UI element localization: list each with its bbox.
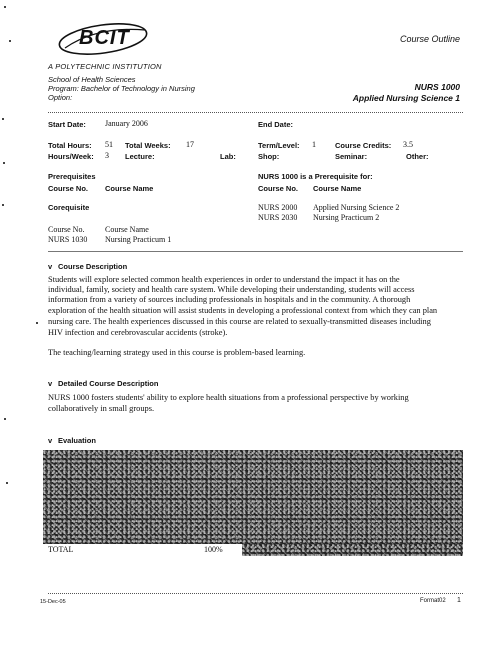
corequisite-heading: Corequisite xyxy=(48,203,90,212)
hours-week-value: 3 xyxy=(105,151,109,160)
total-weeks-value: 17 xyxy=(186,140,194,149)
credits-value: 3.5 xyxy=(403,140,413,149)
evaluation-total-value: 100% xyxy=(204,545,223,554)
evaluation-table-scan-noise-right xyxy=(242,544,463,556)
prereq-for-col-name: Course Name xyxy=(313,184,362,193)
course-description-heading: Course Description xyxy=(58,262,128,271)
scan-speck xyxy=(4,418,6,420)
course-title: Applied Nursing Science 1 xyxy=(352,93,460,103)
prerequisites-heading: Prerequisites xyxy=(48,172,96,181)
detailed-description-line-2: collaboratively in small groups. xyxy=(48,404,155,413)
coreq-row-1-no: NURS 1030 xyxy=(48,235,88,244)
scan-speck xyxy=(9,40,11,42)
total-weeks-label: Total Weeks: xyxy=(125,141,171,150)
section-divider xyxy=(48,251,463,252)
footer-page-number: 1 xyxy=(457,597,461,604)
term-value: 1 xyxy=(312,140,316,149)
total-hours-value: 51 xyxy=(105,140,113,149)
evaluation-total-label: TOTAL xyxy=(48,545,74,554)
teaching-strategy: The teaching/learning strategy used in this course is problem-based learning. xyxy=(48,348,306,357)
term-label: Term/Level: xyxy=(258,141,300,150)
scan-speck xyxy=(4,6,6,8)
option: Option: xyxy=(48,93,73,102)
header-divider xyxy=(48,112,463,113)
scan-speck xyxy=(36,322,38,324)
school: School of Health Sciences xyxy=(48,75,136,84)
course-description-line-4: exploration of the health situation will assist students in developing a professional context from which they can plan xyxy=(48,306,438,315)
prereq-for-row-2-name: Nursing Practicum 2 xyxy=(313,213,380,222)
credits-label: Course Credits: xyxy=(335,141,392,150)
course-description-line-1: Students will explore selected common health experiences in order to understand the impact it has on the xyxy=(48,275,400,284)
lecture-label: Lecture: xyxy=(125,152,155,161)
prereq-for-row-1-no: NURS 2000 xyxy=(258,203,298,212)
evaluation-marker: v xyxy=(48,436,53,445)
scan-speck xyxy=(2,204,4,206)
footer-date: 15-Dec-05 xyxy=(40,599,66,605)
detailed-description-heading: Detailed Course Description xyxy=(58,379,159,388)
course-code: NURS 1000 xyxy=(414,82,460,92)
other-label: Other: xyxy=(406,152,429,161)
footer-format: Format02 xyxy=(420,598,446,604)
prereq-col-no: Course No. xyxy=(48,184,89,193)
start-date-value: January 2006 xyxy=(105,119,148,128)
coreq-col-name: Course Name xyxy=(105,225,149,234)
bcit-logo xyxy=(57,20,149,58)
scan-speck xyxy=(6,482,8,484)
end-date-label: End Date: xyxy=(258,120,294,129)
document-type: Course Outline xyxy=(400,34,461,44)
prereq-for-col-no: Course No. xyxy=(258,184,299,193)
start-date-label: Start Date: xyxy=(48,120,86,129)
prereq-for-heading: NURS 1000 is a Prerequisite for: xyxy=(258,172,373,181)
scan-speck xyxy=(3,162,5,164)
detailed-description-marker: v xyxy=(48,379,53,388)
logo-text: BCIT xyxy=(79,27,130,49)
prereq-for-row-2-no: NURS 2030 xyxy=(258,213,298,222)
program: Program: Bachelor of Technology in Nursing xyxy=(48,84,195,93)
total-hours-label: Total Hours: xyxy=(48,141,92,150)
evaluation-heading: Evaluation xyxy=(58,436,96,445)
evaluation-table-scan-noise xyxy=(43,450,463,544)
hours-week-label: Hours/Week: xyxy=(48,152,94,161)
coreq-col-no: Course No. xyxy=(48,225,85,234)
course-description-line-3: information from a variety of sources including professionals in hospitals and in the community. A thorough xyxy=(48,295,411,304)
coreq-row-1-name: Nursing Practicum 1 xyxy=(105,235,172,244)
shop-label: Shop: xyxy=(258,152,280,161)
footer-divider xyxy=(48,593,463,594)
scan-speck xyxy=(2,118,4,120)
course-description-line-6: HIV infection and cerebrovascular accidents (stroke). xyxy=(48,328,228,337)
course-description-line-5: nursing care. The health experiences discussed in this course are related to sexually-transmitted diseases including xyxy=(48,317,431,326)
course-description-marker: v xyxy=(48,262,53,271)
prereq-col-name: Course Name xyxy=(105,184,154,193)
course-description-line-2: individual, family, society and health care system. While developing their understanding, students will access xyxy=(48,285,415,294)
seminar-label: Seminar: xyxy=(335,152,368,161)
lab-label: Lab: xyxy=(220,152,236,161)
prereq-for-row-1-name: Applied Nursing Science 2 xyxy=(313,203,400,212)
detailed-description-line-1: NURS 1000 fosters students' ability to explore health situations from a professional perspective by working xyxy=(48,393,409,402)
tagline: A POLYTECHNIC INSTITUTION xyxy=(48,62,162,71)
